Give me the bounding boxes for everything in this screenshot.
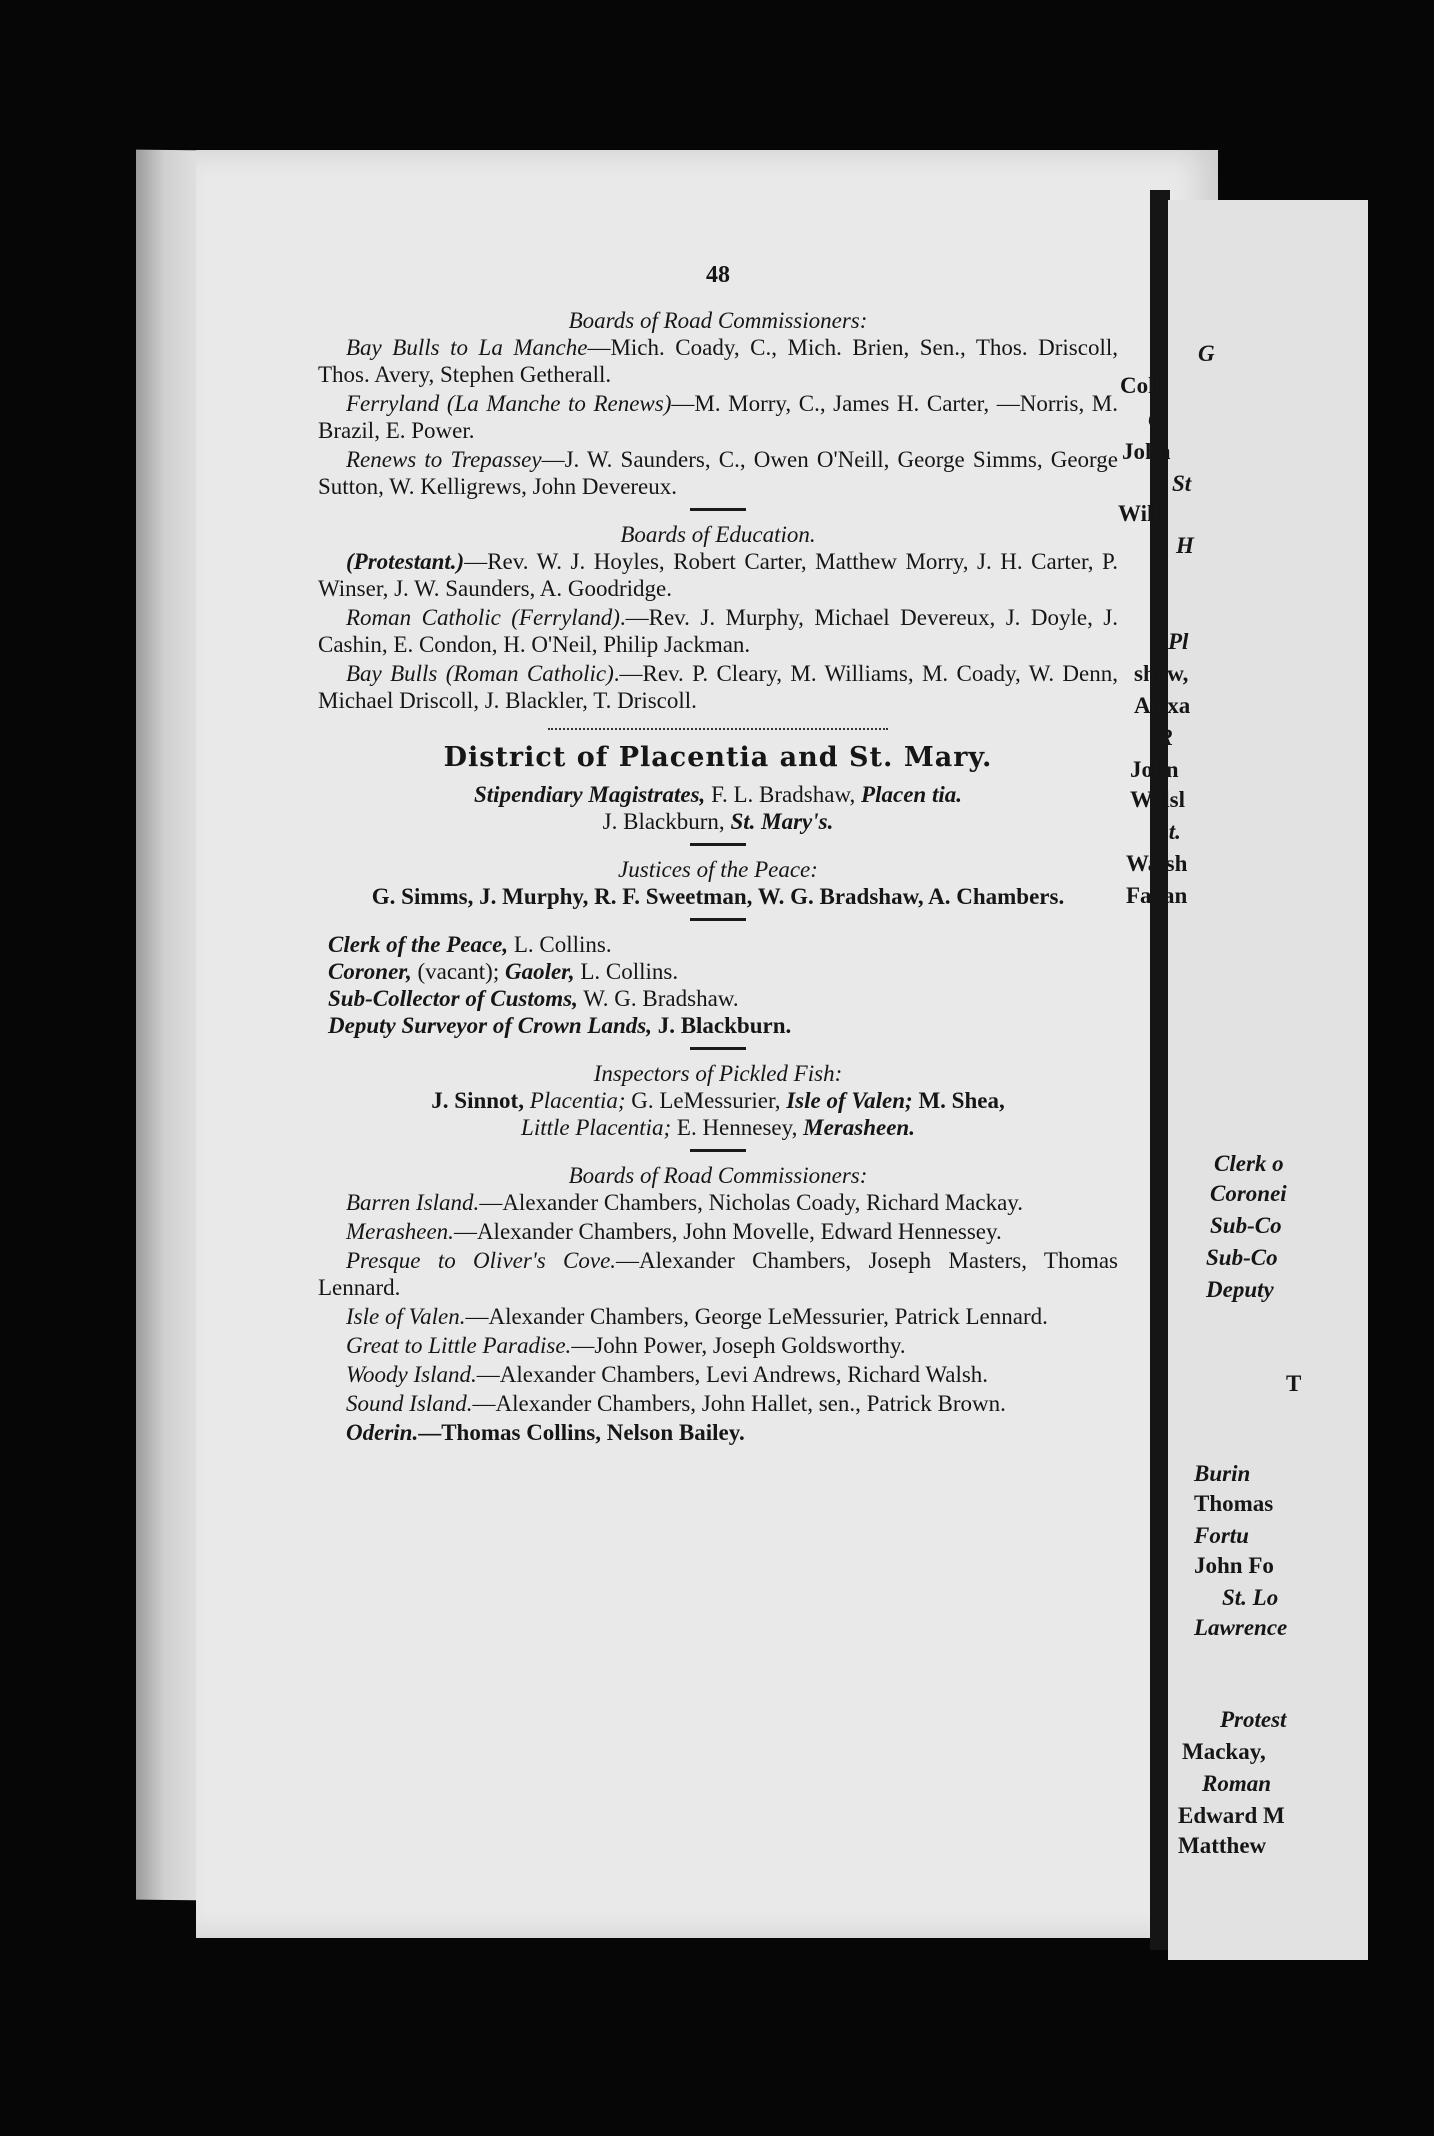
road-commissioners-heading-2: Boards of Road Commissioners: (568, 1163, 868, 1188)
education-heading: Boards of Education. (620, 522, 816, 547)
road-entry: Ferryland (La Manche to Renews)—M. Morry, C., James H. Carter, —Norris, M. Brazil, E. Power. (318, 391, 1119, 443)
right-page-fragment-line: H (1176, 533, 1194, 558)
page-text-column (318, 262, 1118, 1446)
education-entry: Roman Catholic (Ferryland).—Rev. J. Murphy, Michael Devereux, J. Doyle, J. Cashin, E. Condon, H. O'Neil, Philip Jackman. (318, 605, 1118, 657)
right-page-fragment-line: St. Lo (1222, 1585, 1279, 1610)
education-entry: (Protestant.)—Rev. W. J. Hoyles, Robert Carter, Matthew Morry, J. H. Carter, P. Winser, J. W. Saunders, A. Goodridge. (318, 549, 1118, 601)
page-number: 48 (706, 262, 730, 288)
road-entry: Sound Island.—Alexander Chambers, John Hallet, sen., Patrick Brown. (346, 1391, 1006, 1416)
right-page-fragment-line: John (1130, 757, 1179, 782)
divider-rule (690, 508, 746, 511)
road-entry: Barren Island.—Alexander Chambers, Nicholas Coady, Richard Mackay. (346, 1190, 1024, 1215)
right-page-fragment-line: Roman (1202, 1771, 1272, 1796)
right-page-fragment (1118, 200, 1368, 1960)
right-page-fragment-line: Will (1118, 501, 1160, 526)
inspectors-heading: Inspectors of Pickled Fish: (593, 1061, 843, 1086)
right-page-fragment-line: John (1122, 439, 1171, 464)
right-page-fragment-line: Alexa (1134, 693, 1191, 718)
right-page-fragment-line: G (1148, 407, 1165, 432)
justices-heading: Justices of the Peace: (618, 857, 818, 882)
stipendiary-magistrates: Stipendiary Magistrates, F. L. Bradshaw, Placen tia. J. Blackburn, St. Mary's. (474, 782, 962, 834)
right-page-fragment-line: Edward M (1178, 1803, 1285, 1828)
right-page-fragment-line: Thomas (1194, 1491, 1274, 1516)
divider-rule (690, 1149, 746, 1152)
road-entry: Presque to Oliver's Cove.—Alexander Chambers, Joseph Masters, Thomas Lennard. (318, 1248, 1118, 1300)
right-page-fragment-line: Coronei (1210, 1181, 1287, 1206)
right-page-fragment-line: Pl (1168, 629, 1189, 654)
right-page-fragment-line: T (1286, 1371, 1302, 1396)
road-entry: Great to Little Paradise.—John Power, Joseph Goldsworthy. (346, 1333, 906, 1358)
education-entry: Bay Bulls (Roman Catholic).—Rev. P. Cleary, M. Williams, M. Coady, W. Denn, Michael Driscoll, J. Blackler, T. Driscoll. (318, 661, 1118, 713)
right-page-fragment-line: Fortu (1194, 1523, 1249, 1548)
right-page-fragment-line: St. (1156, 819, 1181, 844)
right-page-fragment-line: St (1172, 471, 1192, 496)
divider-rule (690, 1047, 746, 1050)
right-page-fragment-line: shaw, (1134, 661, 1189, 686)
road-entry: Isle of Valen.—Alexander Chambers, George LeMessurier, Patrick Lennard. (346, 1304, 1048, 1329)
road-entry: Merasheen.—Alexander Chambers, John Movelle, Edward Hennessey. (346, 1219, 1002, 1244)
right-page-fragment-line: John Fo (1194, 1553, 1274, 1578)
office-line: Deputy Surveyor of Crown Lands, J. Blackburn. (328, 1013, 792, 1038)
road-entry: Oderin.—Thomas Collins, Nelson Bailey. (346, 1420, 745, 1445)
right-page-fragment-line: (R (1150, 725, 1173, 750)
right-page-fragment-line: Lawrence (1194, 1615, 1288, 1640)
divider-rule (690, 918, 746, 921)
right-page-fragment-line: Walsh (1126, 851, 1188, 876)
office-holders (318, 931, 1118, 1039)
divider-rule (690, 843, 746, 846)
office-line: Clerk of the Peace, L. Collins. (328, 932, 612, 957)
justices-names: G. Simms, J. Murphy, R. F. Sweetman, W. G. Bradshaw, A. Chambers. (371, 884, 1065, 909)
road-entry: Bay Bulls to La Manche—Mich. Coady, C., Mich. Brien, Sen., Thos. Driscoll, Thos. Avery, Stephen Getherall. (318, 335, 1118, 387)
right-page-fragment-line: Sub-Co (1210, 1213, 1282, 1238)
district-title: District of Placentia and St. Mary. (443, 742, 993, 773)
right-page-fragment-line: Deputy (1206, 1277, 1274, 1302)
right-page-fragment-line: Walsl (1130, 787, 1185, 812)
road-entry: Renews to Trepassey—J. W. Saunders, C., Owen O'Neill, George Simms, George Sutton, W. Kelligrews, John Devereux. (318, 447, 1119, 499)
inspectors-list: J. Sinnot, Placentia; G. LeMessurier, Isle of Valen; M. Shea, Little Placentia; E. Hennesey, Merasheen. (431, 1088, 1005, 1140)
road-entry: Woody Island.—Alexander Chambers, Levi Andrews, Richard Walsh. (346, 1362, 989, 1387)
right-page-fragment-line: Mackay, (1182, 1739, 1266, 1764)
right-page-fragment-line: Matthew (1178, 1833, 1267, 1858)
office-line: Sub-Collector of Customs, W. G. Bradshaw. (328, 986, 739, 1011)
right-page-fragment-line: Sub-Co (1206, 1245, 1278, 1270)
office-line: Coroner, (vacant); Gaoler, L. Collins. (328, 959, 679, 984)
right-page-fragment-line: Coll (1120, 373, 1161, 398)
ornamental-divider (548, 722, 888, 730)
right-page-fragment-line: Clerk o (1214, 1151, 1284, 1176)
right-page-fragment-line: Fagan (1126, 883, 1188, 908)
right-page-fragment-line: G (1198, 341, 1215, 366)
right-page-fragment-line: Protest (1220, 1707, 1287, 1732)
right-page-fragment-line: Burin (1194, 1461, 1251, 1486)
road-commissioners-heading: Boards of Road Commissioners: (568, 308, 868, 333)
